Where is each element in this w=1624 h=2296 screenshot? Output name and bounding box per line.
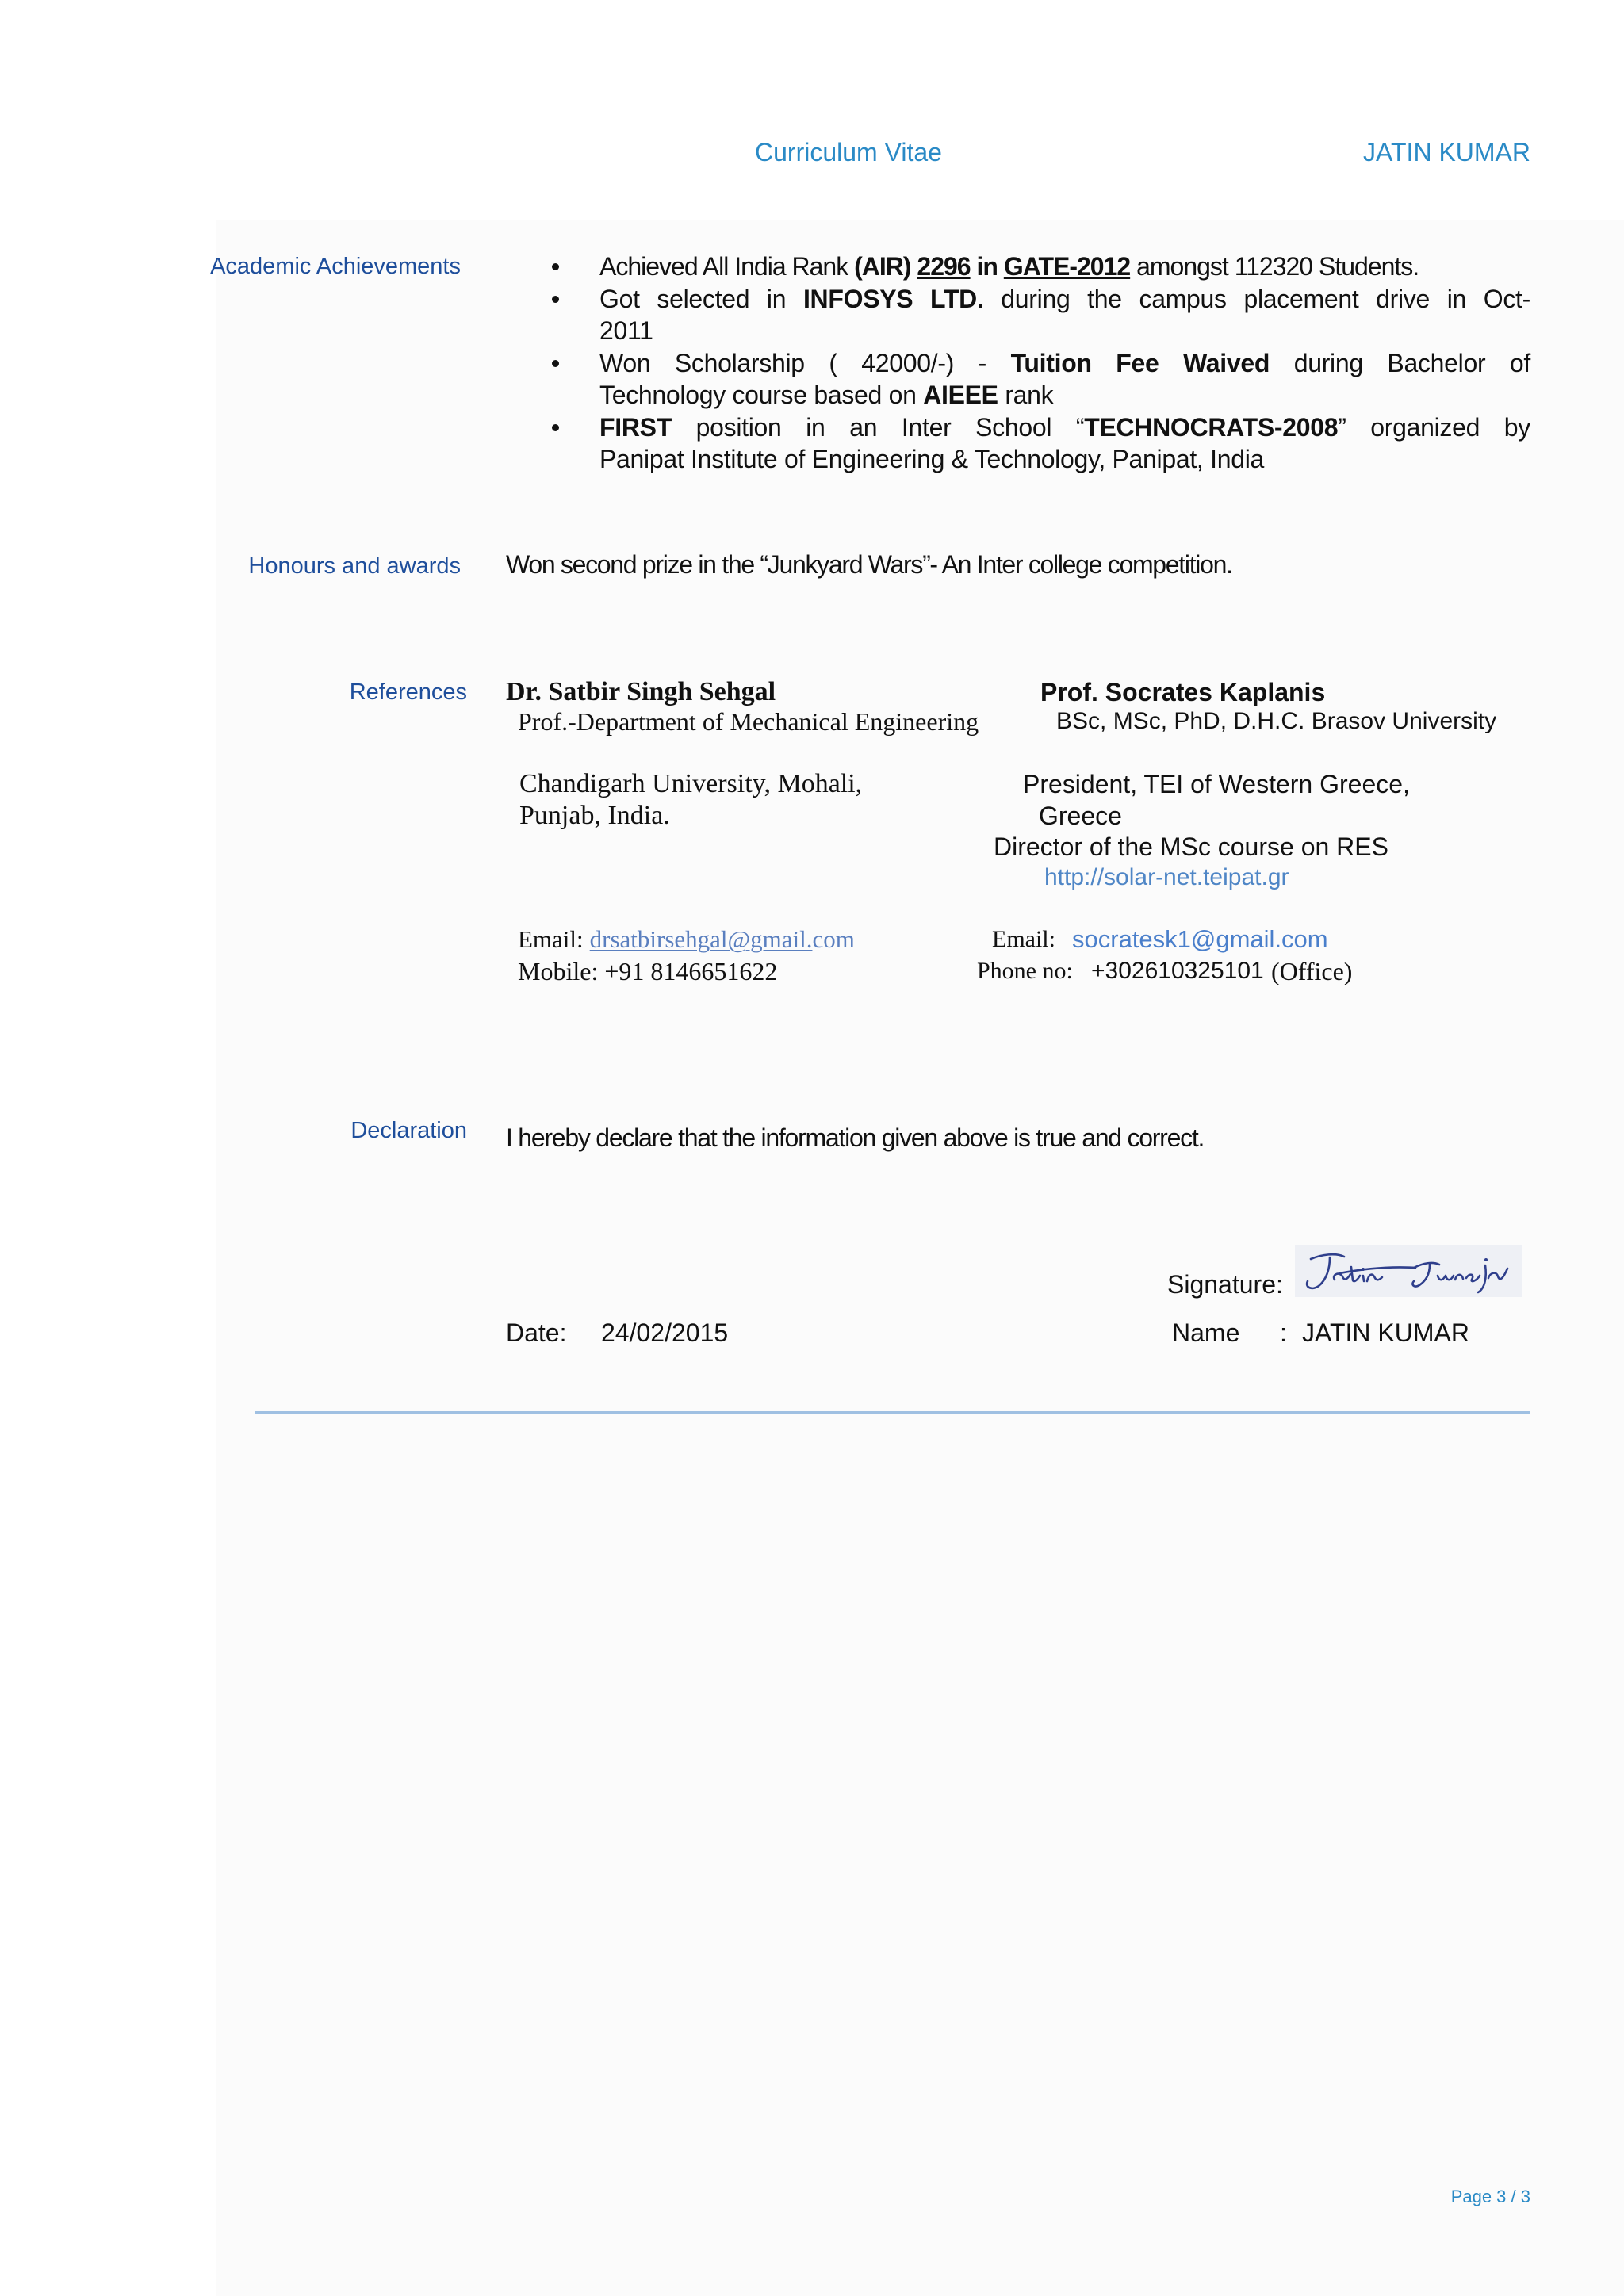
text-run: 2011 — [599, 316, 653, 345]
bullet-icon — [552, 360, 559, 367]
text-run: Won Scholarship ( 42000/-) - — [599, 348, 1011, 377]
bold-text-run: AIEEE — [923, 381, 998, 409]
signature-drawing — [1295, 1245, 1522, 1297]
text-run: Got selected in — [599, 284, 803, 313]
email-label: Email: — [518, 925, 584, 953]
text-run: rank — [998, 381, 1054, 409]
text-run: ” organized by — [1338, 412, 1530, 442]
name-value: JATIN KUMAR — [1302, 1318, 1469, 1347]
reference-2-position-line: President, TEI of Western Greece, — [1023, 770, 1410, 798]
reference-1-email-suffix[interactable]: com — [812, 925, 855, 953]
reference-1-address-line: Chandigarh University, Mohali, — [519, 769, 863, 798]
text-run: Achieved All India Rank — [599, 252, 855, 281]
reference-2-phone-note: (Office) — [1271, 957, 1353, 985]
section-label-declaration: Declaration — [350, 1118, 467, 1143]
achievement-line — [599, 251, 1530, 283]
bold-text-run: in — [970, 252, 1004, 281]
candidate-name-header: JATIN KUMAR — [1363, 138, 1530, 166]
achievements-list — [599, 251, 1530, 476]
reference-1-email-link[interactable]: drsatbirsehgal@gmail. — [589, 925, 813, 953]
date-value: 24/02/2015 — [601, 1318, 729, 1347]
name-label: Name — [1172, 1318, 1240, 1347]
reference-2-degrees: BSc, MSc, PhD, D.H.C. Brasov University — [1056, 708, 1497, 734]
text-run: position in an Inter School “ — [671, 412, 1085, 442]
achievement-item — [599, 347, 1530, 411]
achievement-line — [599, 411, 1530, 444]
reference-1-address-line: Punjab, India. — [519, 801, 670, 830]
bold-text-run: FIRST — [599, 412, 672, 442]
exam-name: GATE-2012 — [1003, 252, 1131, 281]
company-name: INFOSYS LTD. — [802, 284, 984, 313]
reference-1-mobile: Mobile: +91 8146651622 — [518, 957, 778, 985]
reference-2-phone-number: +302610325101 — [1091, 958, 1264, 984]
text-run: Panipat Institute of Engineering & Technology, Panipat, India — [599, 445, 1264, 473]
section-label-honours-awards: Honours and awards — [248, 553, 461, 579]
air-rank-value: 2296 — [917, 252, 971, 281]
event-name: TECHNOCRATS-2008 — [1084, 412, 1339, 442]
phone-label: Phone no: — [977, 958, 1073, 984]
signature-label: Signature: — [1167, 1270, 1283, 1299]
section-label-academic-achievements: Academic Achievements — [210, 254, 461, 279]
text-run: amongst 112320 Students. — [1130, 252, 1419, 281]
bullet-icon — [552, 296, 559, 303]
page-number: Page 3 / 3 — [1450, 2187, 1530, 2206]
date-label: Date: — [506, 1318, 567, 1347]
reference-2-website-link[interactable]: http://solar-net.teipat.gr — [1044, 864, 1289, 890]
bold-text-run: (AIR) — [854, 252, 917, 281]
bullet-icon — [552, 424, 559, 431]
reference-2-email-link[interactable]: socratesk1@gmail.com — [1072, 925, 1328, 953]
reference-1-name: Dr. Satbir Singh Sehgal — [506, 677, 776, 706]
reference-2-name: Prof. Socrates Kaplanis — [1040, 678, 1326, 706]
signature-image — [1295, 1245, 1522, 1297]
document-title: Curriculum Vitae — [755, 138, 942, 166]
declaration-text: I hereby declare that the information given above is true and correct. — [506, 1123, 1205, 1152]
achievement-line — [599, 443, 1530, 476]
reference-1-title: Prof.-Department of Mechanical Engineering — [518, 707, 979, 736]
achievement-item — [599, 411, 1530, 476]
reference-1-email-row — [518, 924, 855, 955]
achievement-item — [599, 251, 1530, 283]
reference-2-position-line: Director of the MSc course on RES — [994, 832, 1388, 861]
email-label: Email: — [992, 926, 1055, 952]
achievement-line — [599, 283, 1530, 316]
text-run: Technology course based on — [599, 381, 924, 409]
horizontal-divider — [255, 1411, 1530, 1414]
achievement-line — [599, 347, 1530, 380]
reference-2-position-line: Greece — [1039, 802, 1122, 830]
section-label-references: References — [349, 679, 467, 705]
honours-text: Won second prize in the “Junkyard Wars”- An Inter college competition. — [506, 550, 1232, 579]
bullet-icon — [552, 263, 559, 270]
achievement-item — [599, 283, 1530, 347]
achievement-line — [599, 315, 1530, 347]
text-run: during the campus placement drive in Oct- — [983, 284, 1530, 313]
name-separator: : — [1280, 1318, 1287, 1347]
achievement-line — [599, 379, 1530, 411]
text-run: during Bachelor of — [1270, 348, 1530, 377]
bold-text-run: Tuition Fee Waived — [1010, 348, 1270, 377]
